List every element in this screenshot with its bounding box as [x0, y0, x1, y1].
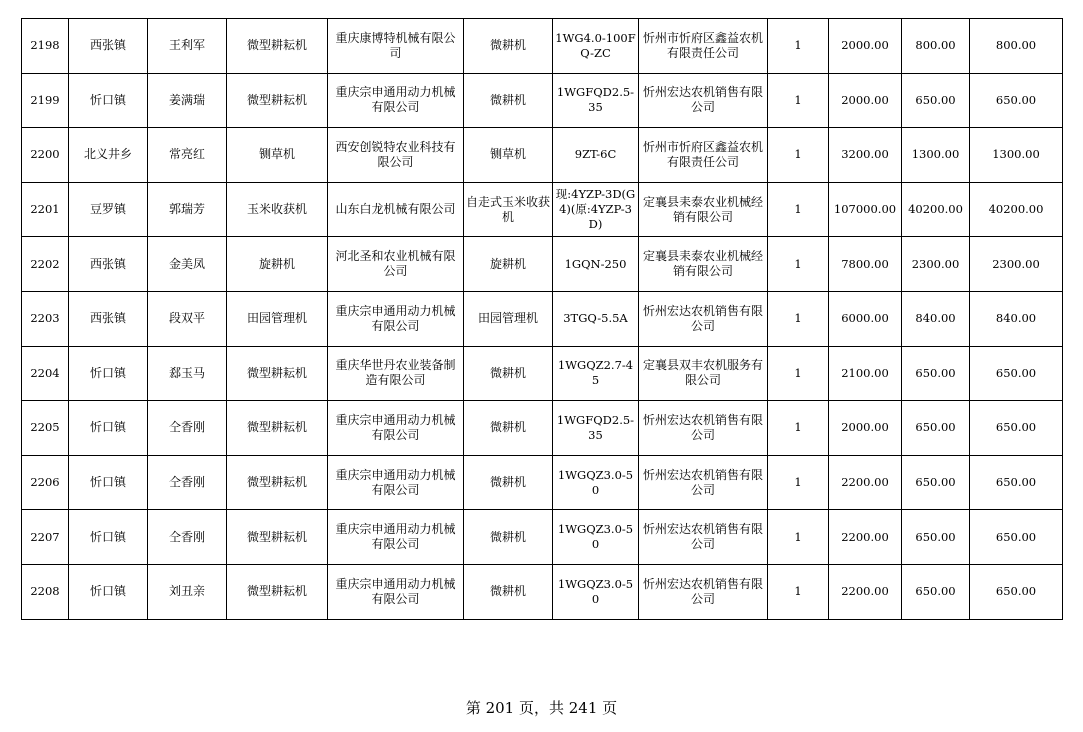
cell-dealer: 忻州宏达农机销售有限公司 [639, 73, 768, 128]
cell-total-subsidy: 650.00 [970, 455, 1063, 510]
cell-model: 3TGQ-5.5A [553, 291, 639, 346]
cell-quantity: 1 [768, 73, 829, 128]
cell-sale-price: 2000.00 [829, 401, 902, 456]
cell-town: 忻口镇 [69, 510, 148, 565]
cell-row-index: 2207 [22, 510, 69, 565]
table-body [22, 19, 1063, 620]
cell-sale-price: 2200.00 [829, 564, 902, 619]
cell-model: 1GQN-250 [553, 237, 639, 292]
cell-quantity: 1 [768, 401, 829, 456]
cell-machine-category: 微型耕耘机 [227, 510, 328, 565]
cell-sale-price: 2000.00 [829, 73, 902, 128]
cell-row-index: 2199 [22, 73, 69, 128]
cell-model: 1WGQZ3.0-50 [553, 455, 639, 510]
cell-dealer: 忻州市忻府区鑫益农机有限责任公司 [639, 128, 768, 183]
cell-sale-price: 3200.00 [829, 128, 902, 183]
cell-town: 忻口镇 [69, 564, 148, 619]
cell-total-subsidy: 1300.00 [970, 128, 1063, 183]
cell-machine-category: 微型耕耘机 [227, 346, 328, 401]
cell-town: 北义井乡 [69, 128, 148, 183]
cell-machine-type: 微耕机 [464, 564, 553, 619]
cell-central-subsidy: 650.00 [902, 564, 970, 619]
cell-sale-price: 2200.00 [829, 510, 902, 565]
cell-central-subsidy: 1300.00 [902, 128, 970, 183]
cell-machine-category: 微型耕耘机 [227, 73, 328, 128]
cell-machine-type: 微耕机 [464, 455, 553, 510]
cell-sale-price: 7800.00 [829, 237, 902, 292]
cell-manufacturer: 山东白龙机械有限公司 [328, 182, 464, 237]
cell-machine-type: 自走式玉米收获机 [464, 182, 553, 237]
cell-sale-price: 6000.00 [829, 291, 902, 346]
cell-quantity: 1 [768, 455, 829, 510]
cell-applicant-name: 常亮红 [148, 128, 227, 183]
cell-total-subsidy: 800.00 [970, 19, 1063, 74]
cell-town: 豆罗镇 [69, 182, 148, 237]
cell-manufacturer: 重庆宗申通用动力机械有限公司 [328, 73, 464, 128]
cell-manufacturer: 重庆宗申通用动力机械有限公司 [328, 510, 464, 565]
cell-town: 忻口镇 [69, 73, 148, 128]
cell-sale-price: 2200.00 [829, 455, 902, 510]
cell-quantity: 1 [768, 237, 829, 292]
cell-central-subsidy: 2300.00 [902, 237, 970, 292]
cell-machine-category: 旋耕机 [227, 237, 328, 292]
subsidy-table [21, 18, 1063, 620]
cell-quantity: 1 [768, 346, 829, 401]
cell-applicant-name: 刘丑亲 [148, 564, 227, 619]
cell-sale-price: 2000.00 [829, 19, 902, 74]
cell-manufacturer: 重庆华世丹农业装备制造有限公司 [328, 346, 464, 401]
cell-dealer: 忻州宏达农机销售有限公司 [639, 401, 768, 456]
cell-dealer: 忻州宏达农机销售有限公司 [639, 291, 768, 346]
cell-row-index: 2202 [22, 237, 69, 292]
cell-machine-category: 微型耕耘机 [227, 564, 328, 619]
cell-row-index: 2203 [22, 291, 69, 346]
cell-machine-category: 玉米收获机 [227, 182, 328, 237]
table-row [22, 73, 1063, 128]
cell-central-subsidy: 650.00 [902, 73, 970, 128]
cell-manufacturer: 重庆宗申通用动力机械有限公司 [328, 401, 464, 456]
cell-central-subsidy: 650.00 [902, 401, 970, 456]
cell-sale-price: 2100.00 [829, 346, 902, 401]
table-row [22, 510, 1063, 565]
cell-total-subsidy: 840.00 [970, 291, 1063, 346]
cell-dealer: 忻州宏达农机销售有限公司 [639, 564, 768, 619]
cell-applicant-name: 姜满瑞 [148, 73, 227, 128]
cell-machine-type: 微耕机 [464, 401, 553, 456]
cell-central-subsidy: 650.00 [902, 455, 970, 510]
cell-town: 忻口镇 [69, 455, 148, 510]
cell-manufacturer: 西安创锐特农业科技有限公司 [328, 128, 464, 183]
cell-town: 西张镇 [69, 237, 148, 292]
cell-quantity: 1 [768, 19, 829, 74]
cell-dealer: 定襄县双丰农机服务有限公司 [639, 346, 768, 401]
cell-machine-type: 田园管理机 [464, 291, 553, 346]
cell-central-subsidy: 650.00 [902, 510, 970, 565]
table-row [22, 182, 1063, 237]
cell-machine-category: 微型耕耘机 [227, 19, 328, 74]
cell-manufacturer: 重庆宗申通用动力机械有限公司 [328, 564, 464, 619]
cell-central-subsidy: 800.00 [902, 19, 970, 74]
cell-dealer: 忻州宏达农机销售有限公司 [639, 455, 768, 510]
cell-town: 西张镇 [69, 19, 148, 74]
cell-dealer: 忻州宏达农机销售有限公司 [639, 510, 768, 565]
cell-quantity: 1 [768, 128, 829, 183]
cell-dealer: 定襄县耒泰农业机械经销有限公司 [639, 237, 768, 292]
cell-row-index: 2204 [22, 346, 69, 401]
cell-machine-category: 微型耕耘机 [227, 401, 328, 456]
cell-dealer: 定襄县耒泰农业机械经销有限公司 [639, 182, 768, 237]
cell-machine-type: 旋耕机 [464, 237, 553, 292]
cell-town: 西张镇 [69, 291, 148, 346]
cell-row-index: 2206 [22, 455, 69, 510]
cell-row-index: 2201 [22, 182, 69, 237]
cell-model: 1WGQZ2.7-45 [553, 346, 639, 401]
cell-model: 1WGQZ3.0-50 [553, 564, 639, 619]
cell-applicant-name: 仝香刚 [148, 510, 227, 565]
cell-total-subsidy: 2300.00 [970, 237, 1063, 292]
cell-model: 现:4YZP-3D(G4)(原:4YZP-3D) [553, 182, 639, 237]
cell-total-subsidy: 650.00 [970, 564, 1063, 619]
cell-quantity: 1 [768, 564, 829, 619]
cell-quantity: 1 [768, 291, 829, 346]
cell-applicant-name: 王利军 [148, 19, 227, 74]
table-row [22, 346, 1063, 401]
table-row [22, 291, 1063, 346]
cell-row-index: 2205 [22, 401, 69, 456]
cell-town: 忻口镇 [69, 346, 148, 401]
cell-model: 9ZT-6C [553, 128, 639, 183]
cell-model: 1WG4.0-100FQ-ZC [553, 19, 639, 74]
cell-total-subsidy: 650.00 [970, 510, 1063, 565]
cell-total-subsidy: 650.00 [970, 73, 1063, 128]
cell-total-subsidy: 650.00 [970, 401, 1063, 456]
cell-manufacturer: 河北圣和农业机械有限公司 [328, 237, 464, 292]
cell-town: 忻口镇 [69, 401, 148, 456]
cell-manufacturer: 重庆宗申通用动力机械有限公司 [328, 291, 464, 346]
cell-row-index: 2198 [22, 19, 69, 74]
cell-central-subsidy: 40200.00 [902, 182, 970, 237]
table-row [22, 564, 1063, 619]
cell-manufacturer: 重庆康博特机械有限公司 [328, 19, 464, 74]
cell-machine-type: 铡草机 [464, 128, 553, 183]
cell-applicant-name: 郄玉马 [148, 346, 227, 401]
page-number-footer: 第 201 页，共 241 页 [465, 699, 618, 717]
table-row [22, 455, 1063, 510]
cell-applicant-name: 仝香刚 [148, 455, 227, 510]
cell-machine-category: 铡草机 [227, 128, 328, 183]
table-row [22, 401, 1063, 456]
cell-applicant-name: 金美凤 [148, 237, 227, 292]
cell-machine-type: 微耕机 [464, 73, 553, 128]
cell-manufacturer: 重庆宗申通用动力机械有限公司 [328, 455, 464, 510]
cell-total-subsidy: 650.00 [970, 346, 1063, 401]
cell-model: 1WGQZ3.0-50 [553, 510, 639, 565]
cell-machine-type: 微耕机 [464, 346, 553, 401]
table-row [22, 19, 1063, 74]
cell-machine-category: 微型耕耘机 [227, 455, 328, 510]
cell-central-subsidy: 650.00 [902, 346, 970, 401]
cell-quantity: 1 [768, 510, 829, 565]
cell-applicant-name: 段双平 [148, 291, 227, 346]
table-row [22, 237, 1063, 292]
cell-sale-price: 107000.00 [829, 182, 902, 237]
cell-dealer: 忻州市忻府区鑫益农机有限责任公司 [639, 19, 768, 74]
cell-machine-type: 微耕机 [464, 19, 553, 74]
cell-machine-type: 微耕机 [464, 510, 553, 565]
cell-model: 1WGFQD2.5-35 [553, 73, 639, 128]
cell-central-subsidy: 840.00 [902, 291, 970, 346]
cell-machine-category: 田园管理机 [227, 291, 328, 346]
cell-row-index: 2208 [22, 564, 69, 619]
cell-total-subsidy: 40200.00 [970, 182, 1063, 237]
cell-row-index: 2200 [22, 128, 69, 183]
cell-applicant-name: 仝香刚 [148, 401, 227, 456]
cell-model: 1WGFQD2.5-35 [553, 401, 639, 456]
cell-quantity: 1 [768, 182, 829, 237]
table-row [22, 128, 1063, 183]
cell-applicant-name: 郭瑞芳 [148, 182, 227, 237]
